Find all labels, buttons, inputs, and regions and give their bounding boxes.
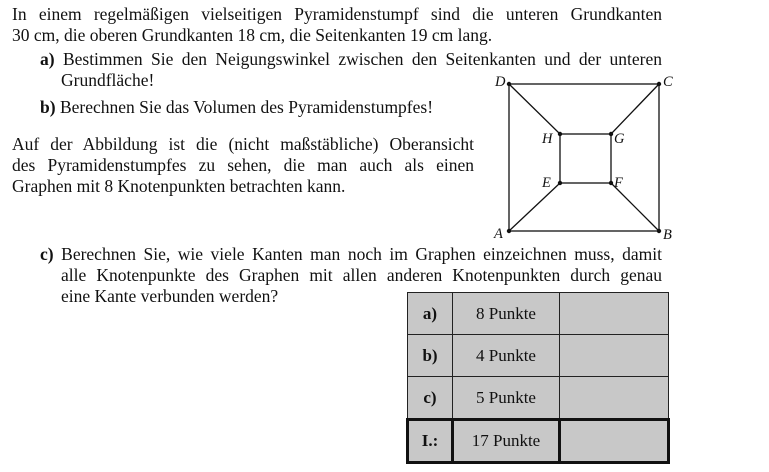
task-a-line-2: Grundfläche! xyxy=(61,70,155,90)
observation-line-2: des Pyramidenstumpfes zu sehen, die man auch als einen xyxy=(12,155,474,175)
label-H: H xyxy=(542,131,553,147)
graph-figure xyxy=(490,72,680,244)
score-row-points: 5 Punkte xyxy=(453,377,560,420)
label-B: B xyxy=(663,227,672,243)
task-a-line-1 xyxy=(40,49,662,70)
score-row-label: c) xyxy=(408,377,453,420)
intro-line-2: 30 cm, die oberen Grundkanten 18 cm, die Seitenkanten 19 cm lang. xyxy=(12,25,493,45)
score-row-a xyxy=(408,293,669,335)
intro-text xyxy=(12,4,662,46)
score-row-points: 8 Punkte xyxy=(453,293,560,335)
intro-line-1: In einem regelmäßigen vielseitigen Pyramidenstumpf sind die unteren Grundkanten xyxy=(12,4,662,24)
inner-square xyxy=(560,134,611,183)
score-cell xyxy=(560,420,669,463)
task-b-text: Berechnen Sie das Volumen des Pyramidenstumpfes! xyxy=(59,97,434,117)
edge-C-G xyxy=(611,84,659,134)
vertex-B xyxy=(657,229,661,233)
task-c-line-2: alle Knotenpunkte des Graphen mit allen anderen Knotenpunkten durch genau xyxy=(61,265,662,285)
task-c-line-3: eine Kante verbunden werden? xyxy=(61,286,279,306)
label-C: C xyxy=(663,74,673,90)
vertex-G xyxy=(609,132,613,136)
observation-line-3: Graphen mit 8 Knotenpunkten betrachten kann. xyxy=(12,176,346,196)
score-row-label: b) xyxy=(408,335,453,377)
score-row-label: a) xyxy=(408,293,453,335)
task-b xyxy=(40,97,433,118)
edge-A-E xyxy=(509,183,560,231)
label-F: F xyxy=(614,175,623,191)
vertex-C xyxy=(657,82,661,86)
vertex-H xyxy=(558,132,562,136)
score-row-total xyxy=(408,420,669,463)
edge-D-H xyxy=(509,84,560,134)
score-cell xyxy=(560,293,669,335)
task-c-label: c) xyxy=(40,244,54,264)
observation-text xyxy=(12,134,474,197)
task-a-label: a) xyxy=(40,49,55,69)
score-row-points: 17 Punkte xyxy=(453,420,560,463)
score-row-c xyxy=(408,377,669,420)
task-b-label: b) xyxy=(40,97,56,117)
task-c-text-1: Berechnen Sie, wie viele Kanten man noch im Graphen einzeichnen muss, damit xyxy=(61,244,662,264)
score-cell xyxy=(560,377,669,420)
score-row-b xyxy=(408,335,669,377)
vertex-E xyxy=(558,181,562,185)
label-D: D xyxy=(495,74,506,90)
vertex-F xyxy=(609,181,613,185)
label-G: G xyxy=(614,131,625,147)
vertex-D xyxy=(507,82,511,86)
score-row-points: 4 Punkte xyxy=(453,335,560,377)
score-row-label: I.: xyxy=(408,420,453,463)
score-cell xyxy=(560,335,669,377)
observation-line-1: Auf der Abbildung ist die (nicht maßstäbliche) Oberansicht xyxy=(12,134,474,154)
label-A: A xyxy=(494,226,503,242)
task-c-line-1 xyxy=(40,244,662,265)
vertex-A xyxy=(507,229,511,233)
task-a-text-1: Bestimmen Sie den Neigungswinkel zwischen den Seitenkanten und der unteren xyxy=(62,49,663,69)
score-table xyxy=(406,292,670,464)
label-E: E xyxy=(542,175,551,191)
